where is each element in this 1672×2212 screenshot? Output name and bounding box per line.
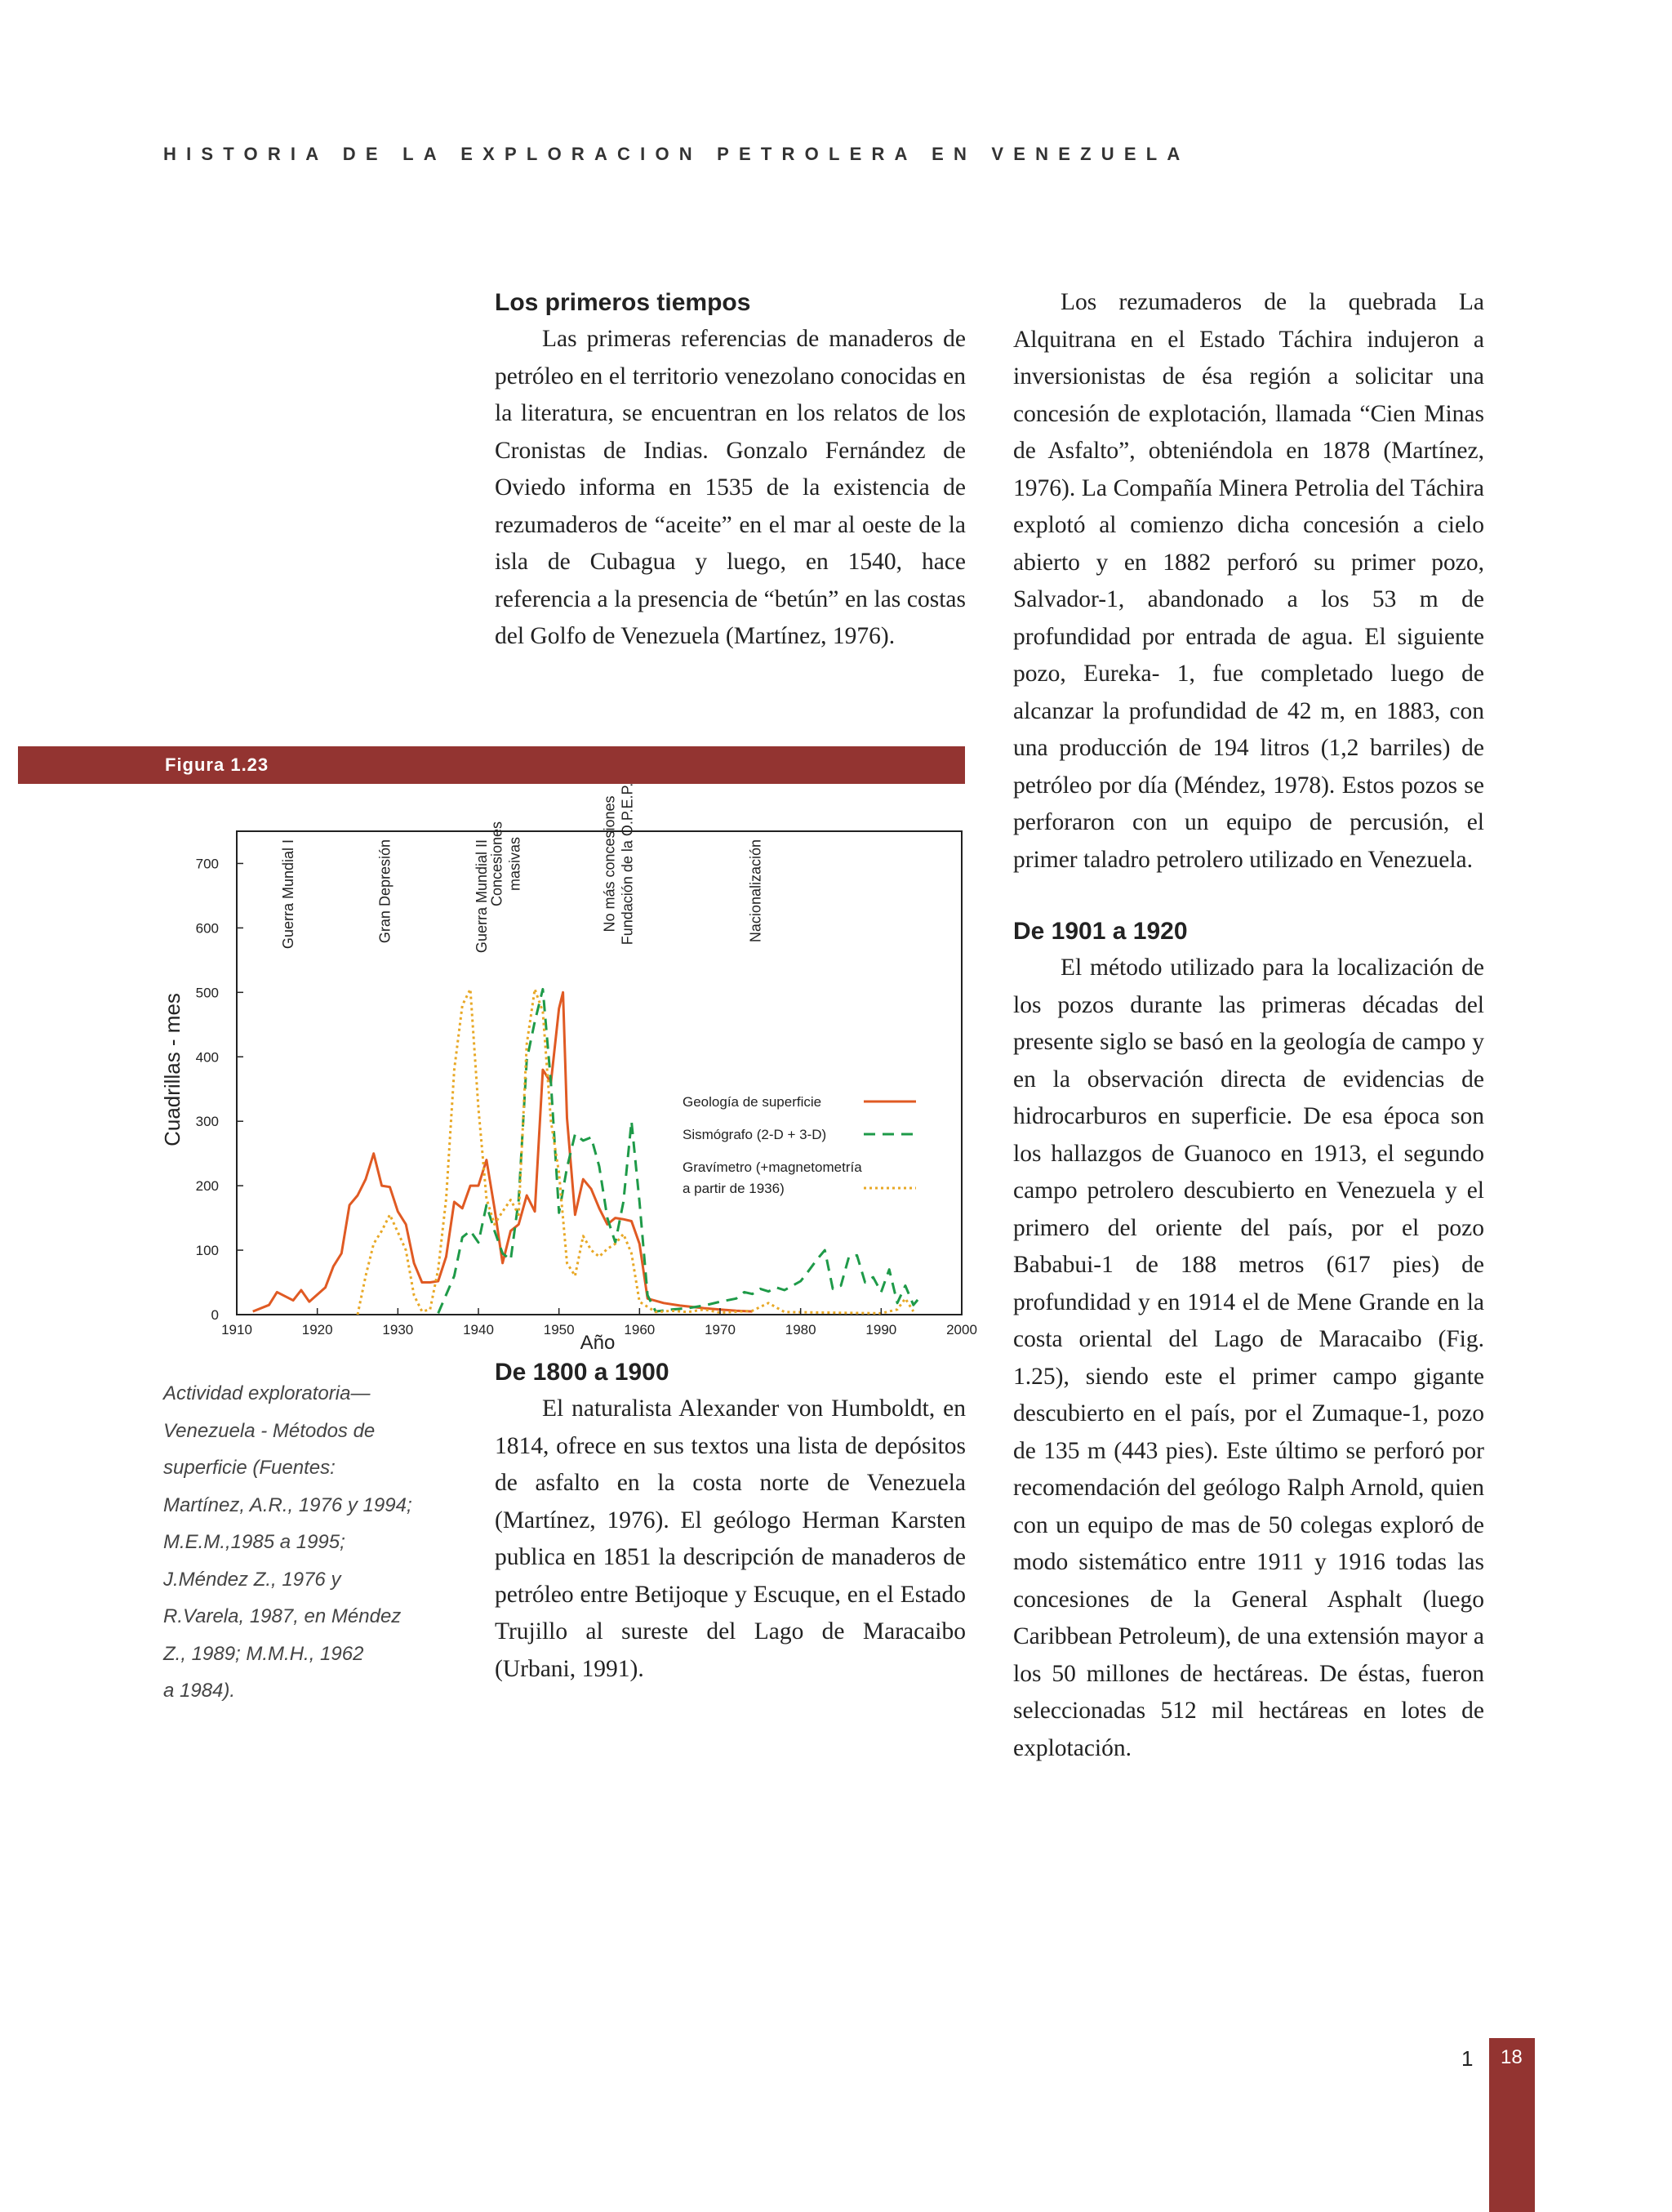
legend-label: Geología de superficie <box>683 1094 822 1110</box>
figure-label: Figura 1.23 <box>165 754 269 775</box>
caption-line: Venezuela - Métodos de <box>163 1419 376 1442</box>
caption-line: Actividad exploratoria— <box>163 1382 371 1404</box>
event-label <box>747 839 763 942</box>
x-tick-label: 2000 <box>946 1322 977 1337</box>
legend-entry <box>683 1127 916 1142</box>
caption-line: a 1984). <box>163 1680 236 1702</box>
x-tick-label: 1990 <box>865 1322 897 1337</box>
running-title: HISTORIA DE LA EXPLORACION PETROLERA EN VENEZUELA <box>163 144 1190 164</box>
y-tick-label: 400 <box>195 1049 219 1066</box>
legend-entry <box>683 1094 916 1110</box>
y-tick-label: 200 <box>195 1178 219 1195</box>
event-label-line: Gran Depresión <box>376 839 394 944</box>
event-label <box>376 839 393 943</box>
legend-label: a partir de 1936) <box>683 1181 785 1196</box>
event-label-line: No más concesiones <box>601 795 618 932</box>
x-tick-label: 1910 <box>221 1322 252 1337</box>
legend-entry <box>683 1159 916 1196</box>
paragraph: El naturalista Alexander von Humboldt, en 1814, ofrece en sus textos una lista de depósitos de asfalto en la costa norte de Venezuela (Martínez, 1976). El geólogo Herman Karsten publica en 1851 la descripción de manaderos de petróleo entre Betijoque y Escuque, en el Estado Trujillo al sureste del Lago de Maracaibo (Urbani, 1991). <box>495 1395 966 1682</box>
section-heading: Los primeros tiempos <box>495 289 751 316</box>
section-1800-1900 <box>495 1354 966 1688</box>
y-tick-label: 100 <box>195 1243 219 1259</box>
caption-line: J.Méndez Z., 1976 y <box>163 1568 341 1591</box>
event-label-line: Guerra Mundial I <box>280 839 297 950</box>
event-label-line: Fundación de la O.P.E.P. <box>619 782 636 946</box>
plot-frame <box>237 831 962 1315</box>
event-label <box>488 821 522 906</box>
x-tick-label: 1920 <box>301 1322 333 1337</box>
y-axis-label: Cuadrillas - mes <box>160 993 185 1146</box>
event-label <box>280 839 296 949</box>
event-label-line: Guerra Mundial II <box>473 839 490 954</box>
y-tick-label: 300 <box>195 1114 219 1130</box>
series-line-2 <box>438 989 922 1313</box>
paragraph: Los rezumaderos de la quebrada La Alquitrana en el Estado Táchira indujeron a inversionistas de ésa región a solicitar una concesión de explotación, llamada “Cien Minas de Asfalto”, obteniéndola en 1878 (Martínez, 1976). La Compañía Minera Petrolia del Táchira explotó al comienzo dicha concesión a cielo abierto y en 1882 perforó su primer pozo, Salvador-1, abandonado a los 53 m de profundidad por entrada de agua. El siguiente pozo, Eureka- 1, fue completado luego de alcanzar la profundidad de 42 m, en 1883, con una producción de 194 litros (1,2 barriles) de petróleo por día (Méndez, 1978). Estos pozos se perforaron con un equipo de percusión, el primer taladro petrolero utilizado en Venezuela. <box>1013 289 1484 873</box>
event-label <box>602 783 636 945</box>
event-label-line: masivas <box>506 836 523 892</box>
section-primeros-tiempos <box>495 284 966 656</box>
x-axis-label: Año <box>580 1332 616 1354</box>
figure-caption <box>163 1375 457 1710</box>
section-heading: De 1800 a 1900 <box>495 1359 669 1386</box>
x-tick-label: 1950 <box>543 1322 575 1337</box>
figure-label-bar <box>18 746 965 784</box>
series-line-1 <box>253 992 753 1311</box>
caption-line: superficie (Fuentes: <box>163 1457 336 1479</box>
caption-line: M.E.M.,1985 a 1995; <box>163 1531 345 1553</box>
y-tick-label: 0 <box>211 1307 219 1323</box>
exploration-activity-chart <box>155 782 977 1372</box>
legend-label: Sismógrafo (2-D + 3-D) <box>683 1127 827 1142</box>
caption-line: Z., 1989; M.M.H., 1962 <box>163 1642 364 1665</box>
y-tick-label: 500 <box>195 985 219 1001</box>
y-tick-label: 600 <box>195 920 219 937</box>
x-tick-label: 1980 <box>785 1322 816 1337</box>
section-heading: De 1901 a 1920 <box>1013 918 1188 945</box>
caption-line: Martínez, A.R., 1976 y 1994; <box>163 1493 412 1516</box>
x-tick-label: 1940 <box>463 1322 494 1337</box>
page-number: 18 <box>1501 2046 1523 2068</box>
event-label-line: Nacionalización <box>747 839 764 943</box>
caption-line: R.Varela, 1987, en Méndez <box>163 1605 402 1627</box>
x-tick-label: 1960 <box>624 1322 656 1337</box>
legend-label: Gravímetro (+magnetometría <box>683 1159 862 1175</box>
paragraph: El método utilizado para la localización de los pozos durante las primeras décadas del presente siglo se basó en la geología de campo y en la observación directa de evidencias de hidrocarburos en superficie. De esa época son los hallazgos de Guanoco en 1913, el segundo campo petrolero descubierto en Venezuela y el primero del oriente del país, por el pozo Bababui-1 de 188 metros (617 pies) de profundidad y en 1914 el de Mene Grande en la costa oriental del Lago de Maracaibo (Fig. 1.25), siendo este el primer campo gigante descubierto en el país, por el Zumaque-1, pozo de 135 m (443 pies). Este último se perforó por recomendación del geólogo Ralph Arnold, quien con un equipo de mas de 50 colegas exploró de modo sistemático entre 1911 y 1916 todas las concesiones de la General Asphalt (luego Caribbean Petroleum), de una extensión mayor a los 50 millones de hectáreas. De éstas, fueron seleccionadas 512 mil hectáreas en lotes de explotación. <box>1013 955 1484 1761</box>
page-number-tab <box>1489 2038 1535 2212</box>
y-tick-label: 700 <box>195 856 219 872</box>
event-label-line: Concesiones <box>488 821 505 907</box>
right-column <box>1013 284 1484 1767</box>
event-label <box>474 839 490 953</box>
x-tick-label: 1930 <box>382 1322 414 1337</box>
paragraph: Las primeras referencias de manaderos de petróleo en el territorio venezolano conocidas en la literatura, se encuentran en los relatos de los Cronistas de Indias. Gonzalo Fernández de Oviedo informa en 1535 de la existencia de rezumaderos de “aceite” en el mar al oeste de la isla de Cubagua y luego, en 1540, hace referencia a la presencia de “betún” en las costas del Golfo de Venezuela (Martínez, 1976). <box>495 326 966 649</box>
chapter-number: 1 <box>1461 2046 1474 2071</box>
x-tick-label: 1970 <box>705 1322 736 1337</box>
